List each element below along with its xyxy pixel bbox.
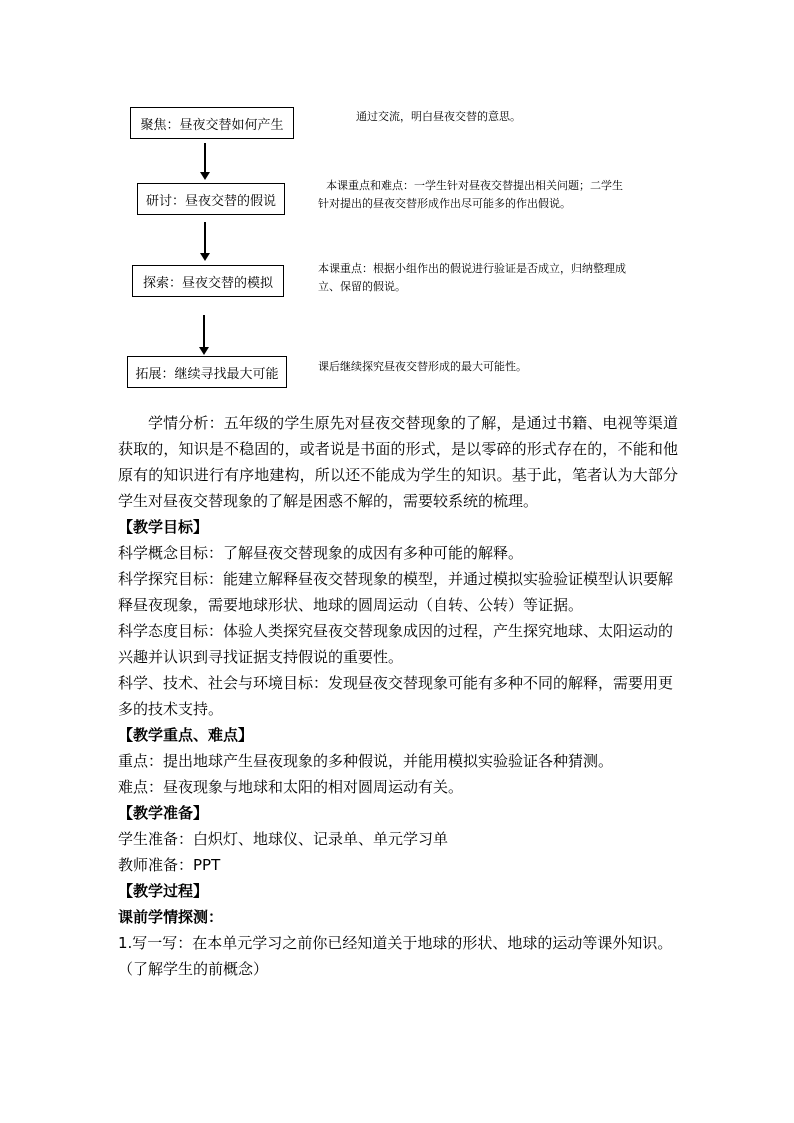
goals-heading: 【教学目标】: [118, 518, 209, 536]
flow-step-label: 研讨：昼夜交替的假说: [145, 193, 276, 209]
goal-inquiry: 科学探究目标：能建立解释昼夜交替现象的模型，并通过模拟实验验证模型认识要解释昼夜现象，需要地球形状、地球的圆周运动（自转、公转）等证据。: [118, 570, 674, 614]
prep-heading: 【教学准备】: [118, 804, 209, 822]
lesson-plan-body: [118, 410, 678, 982]
key-point: 重点：提出地球产生昼夜现象的多种假说，并能用模拟实验验证各种猜测。: [118, 752, 614, 770]
goal-concept: 科学概念目标：了解昼夜交替现象的成因有多种可能的解释。: [118, 544, 524, 562]
pretest-item: 1.写一写：在本单元学习之前你已经知道关于地球的形状、地球的运动等课外知识。（了解学生的前概念）: [118, 934, 673, 978]
process-heading: 【教学过程】: [118, 882, 209, 900]
difficulty-point: 难点：昼夜现象与地球和太阳的相对圆周运动有关。: [118, 778, 464, 796]
flow-step-discuss: [137, 183, 285, 215]
flow-step-label: 聚焦：昼夜交替如何产生: [140, 117, 284, 133]
flow-step-focus: [130, 107, 294, 139]
goal-stse: 科学、技术、社会与环境目标：发现昼夜交替现象可能有多种不同的解释，需要用更多的技术支持。: [118, 674, 674, 718]
pretest-heading: 课前学情探测：: [118, 908, 224, 926]
flow-arrow-2: [204, 222, 206, 254]
flow-note-extend: 课后继续探究昼夜交替形成的最大可能性。: [318, 360, 527, 373]
flow-step-explore: [132, 265, 284, 297]
goal-attitude: 科学态度目标：体验人类探究昼夜交替现象成因的过程，产生探究地球、太阳运动的兴趣并认识到寻找证据支持假说的重要性。: [118, 622, 674, 666]
flow-step-label: 拓展：继续寻找最大可能: [135, 366, 279, 382]
keypoints-heading: 【教学重点、难点】: [118, 726, 254, 744]
flow-arrow-1: [204, 143, 206, 173]
flow-step-label: 探索：昼夜交替的模拟: [142, 275, 273, 291]
flow-step-extend: [127, 356, 287, 388]
flow-arrow-3: [203, 315, 205, 348]
prep-students: 学生准备：白炽灯、地球仪、记录单、单元学习单: [118, 830, 449, 848]
learner-analysis: 学情分析：五年级的学生原先对昼夜交替现象的了解，是通过书籍、电视等渠道获取的，知识是不稳固的，或者说是书面的形式，是以零碎的形式存在的，不能和他原有的知识进行有序地建构，所以还不能成为学生的知识。基于此，笔者认为大部分学生对昼夜交替现象的了解是困惑不解的，需要较系统的梳理。: [118, 414, 678, 510]
prep-teacher: 教师准备：PPT: [118, 856, 221, 874]
flow-note-discuss: 本课重点和难点：一学生针对昼夜交替提出相关问题；二学生针对提出的昼夜交替形成作出尽可能多的作出假说。: [318, 179, 623, 210]
flow-note-explore: 本课重点：根据小组作出的假说进行验证是否成立，归纳整理成立、保留的假说。: [318, 262, 626, 293]
flow-note-focus: 通过交流，明白昼夜交替的意思。: [356, 110, 521, 123]
